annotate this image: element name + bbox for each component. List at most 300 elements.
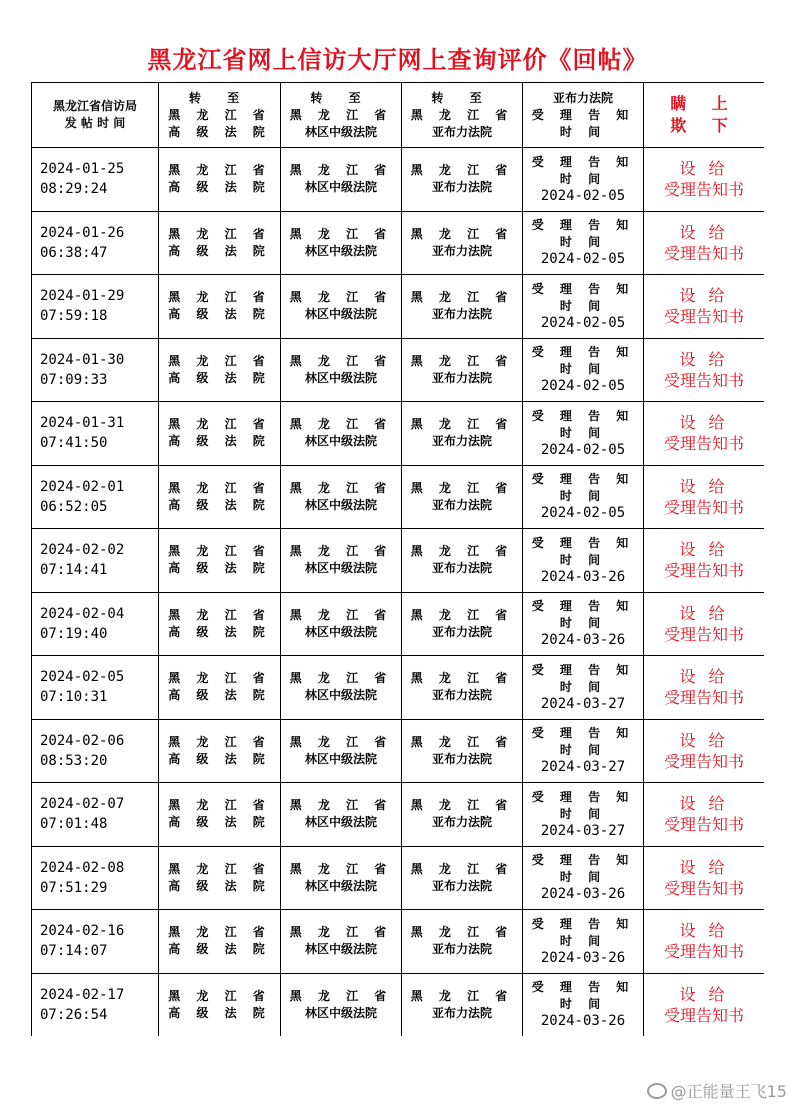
forest-court-cell (281, 910, 402, 974)
provincial-court-cell (159, 402, 281, 466)
red-line: 受理告知书 (663, 497, 744, 517)
court-line: 黑 龙 江 省 (168, 607, 271, 622)
post-time-cell (32, 846, 159, 910)
notice-time-cell (523, 338, 644, 402)
red-line: 受理告知书 (663, 942, 744, 962)
notice-date: 2024-03-26 (540, 632, 626, 649)
no-notice-cell (644, 973, 765, 1036)
post-date: 2024-02-04 (40, 605, 125, 622)
court-line: 亚布力法院 (431, 434, 492, 449)
provincial-court-cell (159, 148, 281, 212)
red-line: 设 给 (679, 857, 729, 877)
court-line: 黑 龙 江 省 (410, 798, 514, 813)
court-line: 林区中级法院 (304, 243, 377, 258)
table-row (32, 338, 765, 402)
yabuli-court-cell (402, 275, 523, 339)
court-line: 黑 龙 江 省 (289, 417, 393, 432)
post-clock: 07:59:18 (40, 308, 108, 325)
no-notice-cell (644, 910, 765, 974)
court-line: 黑 龙 江 省 (410, 480, 514, 495)
post-date: 2024-02-07 (40, 796, 125, 813)
page-title: 黑龙江省网上信访大厅网上查询评价《回帖》 (147, 46, 648, 74)
no-notice-cell (644, 592, 765, 656)
header-forest-court (281, 83, 402, 148)
post-date: 2024-02-02 (40, 542, 125, 559)
notice-label: 受 理 告 知 (531, 154, 635, 169)
court-line: 亚布力法院 (431, 180, 492, 195)
post-clock: 08:29:24 (40, 181, 108, 198)
no-notice-cell (644, 275, 765, 339)
notice-label: 时 间 (559, 362, 607, 377)
no-notice-cell (644, 783, 765, 847)
notice-label: 受 理 告 知 (531, 472, 635, 487)
post-time-cell (32, 338, 159, 402)
yabuli-court-cell (402, 719, 523, 783)
forest-court-cell (281, 656, 402, 720)
court-line: 高 级 法 院 (168, 878, 271, 893)
yabuli-court-cell (402, 402, 523, 466)
notice-label: 时 间 (559, 933, 607, 948)
notice-label: 时 间 (559, 743, 607, 758)
provincial-court-cell (159, 973, 281, 1036)
court-line: 林区中级法院 (304, 815, 377, 830)
no-notice-cell (644, 402, 765, 466)
header-col6-line: 瞒 上 (670, 94, 738, 113)
notice-label: 受 理 告 知 (531, 281, 635, 296)
post-clock: 07:14:41 (40, 562, 108, 579)
court-line: 亚布力法院 (431, 307, 492, 322)
provincial-court-cell (159, 465, 281, 529)
court-line: 黑 龙 江 省 (410, 607, 514, 622)
header-col3-line: 林区中级法院 (304, 124, 377, 139)
notice-label: 时 间 (559, 425, 607, 440)
forest-court-cell (281, 592, 402, 656)
court-line: 高 级 法 院 (168, 307, 271, 322)
table-row (32, 529, 765, 593)
red-line: 设 给 (679, 476, 729, 496)
header-col5-line: 亚布力法院 (552, 90, 613, 105)
watermark-text: @正能量王飞15 (670, 1082, 787, 1101)
notice-label: 时 间 (559, 298, 607, 313)
table-row (32, 465, 765, 529)
provincial-court-cell (159, 529, 281, 593)
court-line: 高 级 法 院 (168, 434, 271, 449)
header-col2-line: 转 至 (188, 90, 251, 105)
red-line: 受理告知书 (663, 751, 744, 771)
post-time-cell (32, 211, 159, 275)
forest-court-cell (281, 846, 402, 910)
yabuli-court-cell (402, 656, 523, 720)
post-clock: 07:19:40 (40, 625, 108, 642)
court-line: 高 级 法 院 (168, 243, 271, 258)
yabuli-court-cell (402, 338, 523, 402)
notice-label: 时 间 (559, 679, 607, 694)
notice-label: 受 理 告 知 (531, 599, 635, 614)
header-yabuli-court (402, 83, 523, 148)
notice-label: 受 理 告 知 (531, 980, 635, 995)
court-line: 黑 龙 江 省 (168, 925, 271, 940)
table-header-row (32, 83, 765, 148)
post-clock: 06:38:47 (40, 244, 108, 261)
header-deceive (644, 83, 765, 148)
provincial-court-cell (159, 211, 281, 275)
notice-label: 时 间 (559, 616, 607, 631)
red-line: 设 给 (679, 667, 729, 687)
court-line: 黑 龙 江 省 (410, 353, 514, 368)
post-date: 2024-01-25 (40, 161, 125, 178)
header-col5-line: 时 间 (559, 124, 607, 139)
no-notice-cell (644, 148, 765, 212)
red-line: 设 给 (679, 159, 729, 179)
notice-date: 2024-03-26 (540, 949, 626, 966)
header-col4-line: 亚布力法院 (431, 124, 492, 139)
yabuli-court-cell (402, 846, 523, 910)
table-row (32, 592, 765, 656)
court-line: 林区中级法院 (304, 561, 377, 576)
court-line: 林区中级法院 (304, 624, 377, 639)
table-row (32, 211, 765, 275)
court-line: 黑 龙 江 省 (289, 226, 393, 241)
notice-date: 2024-03-27 (540, 695, 626, 712)
notice-time-cell (523, 910, 644, 974)
court-line: 黑 龙 江 省 (168, 480, 271, 495)
red-line: 受理告知书 (663, 878, 744, 898)
court-line: 高 级 法 院 (168, 1005, 271, 1020)
court-line: 黑 龙 江 省 (289, 988, 393, 1003)
red-line: 受理告知书 (663, 815, 744, 835)
forest-court-cell (281, 275, 402, 339)
provincial-court-cell (159, 656, 281, 720)
red-line: 设 给 (679, 794, 729, 814)
forest-court-cell (281, 783, 402, 847)
red-line: 设 给 (679, 540, 729, 560)
post-clock: 08:53:20 (40, 752, 108, 769)
court-line: 黑 龙 江 省 (289, 480, 393, 495)
notice-time-cell (523, 211, 644, 275)
court-line: 高 级 法 院 (168, 688, 271, 703)
court-line: 高 级 法 院 (168, 180, 271, 195)
notice-time-cell (523, 529, 644, 593)
table-row (32, 973, 765, 1036)
no-notice-cell (644, 465, 765, 529)
court-line: 林区中级法院 (304, 751, 377, 766)
notice-label: 受 理 告 知 (531, 916, 635, 931)
petition-table (31, 82, 764, 1036)
post-date: 2024-02-17 (40, 986, 125, 1003)
yabuli-court-cell (402, 973, 523, 1036)
court-line: 黑 龙 江 省 (289, 798, 393, 813)
notice-date: 2024-02-05 (540, 441, 626, 458)
court-line: 黑 龙 江 省 (168, 734, 271, 749)
notice-label: 受 理 告 知 (531, 789, 635, 804)
provincial-court-cell (159, 719, 281, 783)
table-row (32, 910, 765, 974)
post-time-cell (32, 783, 159, 847)
provincial-court-cell (159, 275, 281, 339)
red-line: 受理告知书 (663, 307, 744, 327)
red-line: 设 给 (679, 730, 729, 750)
court-line: 黑 龙 江 省 (410, 417, 514, 432)
court-line: 亚布力法院 (431, 1005, 492, 1020)
notice-label: 受 理 告 知 (531, 408, 635, 423)
weibo-watermark (647, 1079, 787, 1102)
court-line: 亚布力法院 (431, 370, 492, 385)
forest-court-cell (281, 148, 402, 212)
red-line: 设 给 (679, 921, 729, 941)
court-line: 亚布力法院 (431, 561, 492, 576)
court-line: 高 级 法 院 (168, 370, 271, 385)
post-time-cell (32, 719, 159, 783)
red-line: 受理告知书 (663, 180, 744, 200)
notice-date: 2024-02-05 (540, 505, 626, 522)
post-date: 2024-01-26 (40, 224, 125, 241)
header-col4-line: 转 至 (431, 90, 493, 105)
post-time-cell (32, 910, 159, 974)
court-line: 黑 龙 江 省 (289, 607, 393, 622)
red-line: 受理告知书 (663, 434, 744, 454)
notice-time-cell (523, 275, 644, 339)
court-line: 黑 龙 江 省 (410, 671, 514, 686)
table-row (32, 275, 765, 339)
post-date: 2024-02-08 (40, 859, 125, 876)
post-clock: 07:51:29 (40, 879, 108, 896)
court-line: 黑 龙 江 省 (410, 925, 514, 940)
post-clock: 07:41:50 (40, 435, 108, 452)
yabuli-court-cell (402, 910, 523, 974)
post-date: 2024-01-29 (40, 288, 125, 305)
court-line: 林区中级法院 (304, 307, 377, 322)
post-date: 2024-02-01 (40, 478, 125, 495)
provincial-court-cell (159, 783, 281, 847)
header-post-time (32, 83, 159, 148)
red-line: 设 给 (679, 349, 729, 369)
court-line: 高 级 法 院 (168, 497, 271, 512)
court-line: 亚布力法院 (431, 497, 492, 512)
red-line: 受理告知书 (663, 624, 744, 644)
forest-court-cell (281, 338, 402, 402)
red-line: 受理告知书 (663, 243, 744, 263)
court-line: 林区中级法院 (304, 688, 377, 703)
court-line: 林区中级法院 (304, 434, 377, 449)
red-line: 设 给 (679, 413, 729, 433)
notice-time-cell (523, 656, 644, 720)
post-date: 2024-01-31 (40, 415, 125, 432)
court-line: 黑 龙 江 省 (168, 353, 271, 368)
weibo-icon (647, 1083, 667, 1099)
table-row (32, 846, 765, 910)
court-line: 黑 龙 江 省 (168, 861, 271, 876)
court-line: 黑 龙 江 省 (410, 290, 514, 305)
post-clock: 07:26:54 (40, 1006, 108, 1023)
notice-label: 时 间 (559, 171, 607, 186)
table-row (32, 402, 765, 466)
notice-time-cell (523, 719, 644, 783)
court-line: 黑 龙 江 省 (289, 544, 393, 559)
notice-label: 时 间 (559, 806, 607, 821)
forest-court-cell (281, 402, 402, 466)
yabuli-court-cell (402, 211, 523, 275)
court-line: 高 级 法 院 (168, 815, 271, 830)
post-date: 2024-01-30 (40, 351, 125, 368)
court-line: 黑 龙 江 省 (168, 798, 271, 813)
court-line: 黑 龙 江 省 (289, 353, 393, 368)
red-line: 设 给 (679, 984, 729, 1004)
post-clock: 07:14:07 (40, 943, 108, 960)
notice-date: 2024-03-26 (540, 886, 626, 903)
post-time-cell (32, 973, 159, 1036)
notice-time-cell (523, 465, 644, 529)
red-line: 受理告知书 (663, 370, 744, 390)
court-line: 亚布力法院 (431, 243, 492, 258)
forest-court-cell (281, 211, 402, 275)
notice-label: 时 间 (559, 489, 607, 504)
no-notice-cell (644, 529, 765, 593)
court-line: 亚布力法院 (431, 624, 492, 639)
notice-label: 受 理 告 知 (531, 726, 635, 741)
notice-label: 时 间 (559, 870, 607, 885)
court-line: 黑 龙 江 省 (168, 290, 271, 305)
notice-label: 时 间 (559, 997, 607, 1012)
post-time-cell (32, 656, 159, 720)
court-line: 亚布力法院 (431, 751, 492, 766)
provincial-court-cell (159, 592, 281, 656)
post-time-cell (32, 275, 159, 339)
court-line: 林区中级法院 (304, 878, 377, 893)
court-line: 林区中级法院 (304, 942, 377, 957)
notice-time-cell (523, 402, 644, 466)
post-time-cell (32, 465, 159, 529)
post-date: 2024-02-16 (40, 923, 125, 940)
notice-date: 2024-03-26 (540, 568, 626, 585)
court-line: 高 级 法 院 (168, 561, 271, 576)
table-row (32, 656, 765, 720)
table-row (32, 783, 765, 847)
notice-label: 受 理 告 知 (531, 345, 635, 360)
notice-date: 2024-02-05 (540, 378, 626, 395)
court-line: 黑 龙 江 省 (168, 226, 271, 241)
notice-date: 2024-02-05 (540, 314, 626, 331)
court-line: 亚布力法院 (431, 942, 492, 957)
post-time-cell (32, 148, 159, 212)
court-line: 亚布力法院 (431, 688, 492, 703)
court-line: 黑 龙 江 省 (289, 734, 393, 749)
court-line: 黑 龙 江 省 (410, 226, 514, 241)
no-notice-cell (644, 656, 765, 720)
court-line: 黑 龙 江 省 (289, 290, 393, 305)
post-clock: 07:09:33 (40, 371, 108, 388)
red-line: 设 给 (679, 603, 729, 623)
header-notice-time (523, 83, 644, 148)
forest-court-cell (281, 529, 402, 593)
red-line: 设 给 (679, 286, 729, 306)
court-line: 黑 龙 江 省 (168, 163, 271, 178)
table-row (32, 719, 765, 783)
yabuli-court-cell (402, 465, 523, 529)
table-row (32, 148, 765, 212)
notice-label: 受 理 告 知 (531, 662, 635, 677)
court-line: 黑 龙 江 省 (289, 861, 393, 876)
header-col4-line: 黑 龙 江 省 (410, 107, 514, 122)
forest-court-cell (281, 719, 402, 783)
red-line: 设 给 (679, 222, 729, 242)
notice-label: 时 间 (559, 235, 607, 250)
court-line: 黑 龙 江 省 (410, 163, 514, 178)
court-line: 黑 龙 江 省 (289, 925, 393, 940)
no-notice-cell (644, 211, 765, 275)
no-notice-cell (644, 338, 765, 402)
court-line: 黑 龙 江 省 (168, 988, 271, 1003)
notice-date: 2024-03-26 (540, 1013, 626, 1030)
yabuli-court-cell (402, 783, 523, 847)
court-line: 黑 龙 江 省 (168, 671, 271, 686)
yabuli-court-cell (402, 529, 523, 593)
court-line: 黑 龙 江 省 (289, 163, 393, 178)
header-col3-line: 黑 龙 江 省 (289, 107, 393, 122)
notice-label: 时 间 (559, 552, 607, 567)
notice-label: 受 理 告 知 (531, 853, 635, 868)
post-clock: 07:01:48 (40, 816, 108, 833)
no-notice-cell (644, 846, 765, 910)
yabuli-court-cell (402, 148, 523, 212)
notice-time-cell (523, 846, 644, 910)
post-clock: 07:10:31 (40, 689, 108, 706)
provincial-court-cell (159, 910, 281, 974)
notice-time-cell (523, 973, 644, 1036)
notice-date: 2024-02-05 (540, 251, 626, 268)
court-line: 林区中级法院 (304, 370, 377, 385)
header-col1-line: 黑龙江省信访局 (52, 99, 137, 113)
court-line: 高 级 法 院 (168, 624, 271, 639)
court-line: 黑 龙 江 省 (168, 544, 271, 559)
provincial-court-cell (159, 846, 281, 910)
no-notice-cell (644, 719, 765, 783)
notice-label: 受 理 告 知 (531, 218, 635, 233)
header-col6-line: 欺 下 (670, 116, 738, 135)
court-line: 高 级 法 院 (168, 942, 271, 957)
header-col2-line: 黑 龙 江 省 (168, 107, 271, 122)
header-col5-line: 受 理 告 知 (531, 107, 635, 122)
header-col1-line: 发 帖 时 间 (64, 116, 126, 130)
header-provincial-court (159, 83, 281, 148)
court-line: 林区中级法院 (304, 497, 377, 512)
provincial-court-cell (159, 338, 281, 402)
post-time-cell (32, 592, 159, 656)
post-time-cell (32, 402, 159, 466)
court-line: 亚布力法院 (431, 815, 492, 830)
court-line: 林区中级法院 (304, 1005, 377, 1020)
notice-time-cell (523, 148, 644, 212)
court-line: 黑 龙 江 省 (410, 734, 514, 749)
header-col2-line: 高 级 法 院 (168, 124, 271, 139)
post-clock: 06:52:05 (40, 498, 108, 515)
court-line: 黑 龙 江 省 (168, 417, 271, 432)
post-date: 2024-02-05 (40, 669, 125, 686)
red-line: 受理告知书 (663, 1005, 744, 1025)
court-line: 黑 龙 江 省 (410, 544, 514, 559)
court-line: 林区中级法院 (304, 180, 377, 195)
forest-court-cell (281, 465, 402, 529)
red-line: 受理告知书 (663, 688, 744, 708)
notice-time-cell (523, 783, 644, 847)
notice-label: 受 理 告 知 (531, 535, 635, 550)
red-line: 受理告知书 (663, 561, 744, 581)
notice-date: 2024-02-05 (540, 187, 626, 204)
notice-date: 2024-03-27 (540, 759, 626, 776)
yabuli-court-cell (402, 592, 523, 656)
court-line: 黑 龙 江 省 (289, 671, 393, 686)
post-time-cell (32, 529, 159, 593)
header-col3-line: 转 至 (310, 90, 372, 105)
